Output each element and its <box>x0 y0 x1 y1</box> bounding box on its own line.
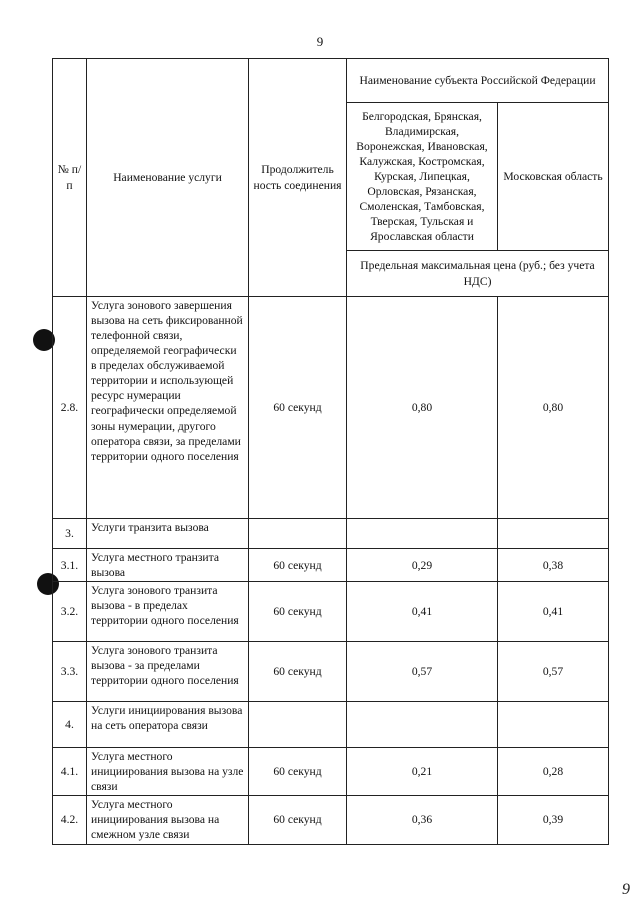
row-num: 3.3. <box>53 642 87 702</box>
row-num: 2.8. <box>53 297 87 519</box>
row-num: 4. <box>53 702 87 748</box>
row-service: Услуга зонового транзита вызова - за пределами территории одного поселения <box>87 642 249 702</box>
row-price-regions: 0,36 <box>347 796 498 844</box>
row-duration: 60 секунд <box>249 796 347 844</box>
header-subject: Наименование субъекта Российской Федерации <box>347 59 609 103</box>
row-duration: 60 секунд <box>249 549 347 582</box>
row-price-regions: 0,80 <box>347 297 498 519</box>
row-duration <box>249 519 347 549</box>
row-price-moscow: 0,80 <box>498 297 609 519</box>
table-row <box>53 748 609 796</box>
row-price-moscow: 0,28 <box>498 748 609 796</box>
row-price-moscow <box>498 702 609 748</box>
row-price-moscow: 0,39 <box>498 796 609 844</box>
tariff-table <box>52 58 609 845</box>
table-row <box>53 702 609 748</box>
handwritten-page-mark: 9 <box>622 881 630 898</box>
row-service: Услуга зонового транзита вызова - в пределах территории одного поселения <box>87 582 249 642</box>
row-duration <box>249 702 347 748</box>
row-price-regions <box>347 519 498 549</box>
header-service: Наименование услуги <box>87 59 249 297</box>
row-price-moscow: 0,41 <box>498 582 609 642</box>
row-price-moscow: 0,57 <box>498 642 609 702</box>
page-number: 9 <box>316 34 324 49</box>
table-row <box>53 796 609 844</box>
header-price: Предельная максимальная цена (руб.; без учета НДС) <box>347 251 609 297</box>
table-row <box>53 642 609 702</box>
row-service: Услуги инициирования вызова на сеть оператора связи <box>87 702 249 748</box>
row-duration: 60 секунд <box>249 582 347 642</box>
row-price-moscow <box>498 519 609 549</box>
row-price-regions: 0,57 <box>347 642 498 702</box>
row-price-regions: 0,29 <box>347 549 498 582</box>
row-service: Услуга местного транзита вызова <box>87 549 249 582</box>
table-row <box>53 582 609 642</box>
row-service: Услуга местного инициирования вызова на смежном узле связи <box>87 796 249 844</box>
header-moscow: Московская область <box>498 103 609 251</box>
table-row <box>53 519 609 549</box>
table-row <box>53 297 609 519</box>
row-price-regions: 0,21 <box>347 748 498 796</box>
row-num: 3.1. <box>53 549 87 582</box>
table-row <box>53 549 609 582</box>
row-service: Услуги транзита вызова <box>87 519 249 549</box>
row-duration: 60 секунд <box>249 642 347 702</box>
row-service: Услуга зонового завершения вызова на сеть фиксированной телефонной связи, определяемой географически в пределах обслуживаемой территории и использующей ресурс нумерации географически определяемой зоны нумерации, другого оператора связи, за пределами территории одного поселения <box>87 297 249 519</box>
header-duration: Продолжитель ность соединения <box>249 59 347 297</box>
row-price-regions <box>347 702 498 748</box>
row-duration: 60 секунд <box>249 297 347 519</box>
header-regions: Белгородская, Брянская, Владимирская, Воронежская, Ивановская, Калужская, Костромская, Курская, Липецкая, Орловская, Рязанская, Смоленская, Тамбовская, Тверская, Тульская и Ярославская области <box>347 103 498 251</box>
row-duration: 60 секунд <box>249 748 347 796</box>
row-num: 4.2. <box>53 796 87 844</box>
row-num: 4.1. <box>53 748 87 796</box>
row-service: Услуга местного инициирования вызова на узле связи <box>87 748 249 796</box>
row-price-moscow: 0,38 <box>498 549 609 582</box>
header-num: № п/п <box>53 59 87 297</box>
row-price-regions: 0,41 <box>347 582 498 642</box>
row-num: 3.2. <box>53 582 87 642</box>
row-num: 3. <box>53 519 87 549</box>
